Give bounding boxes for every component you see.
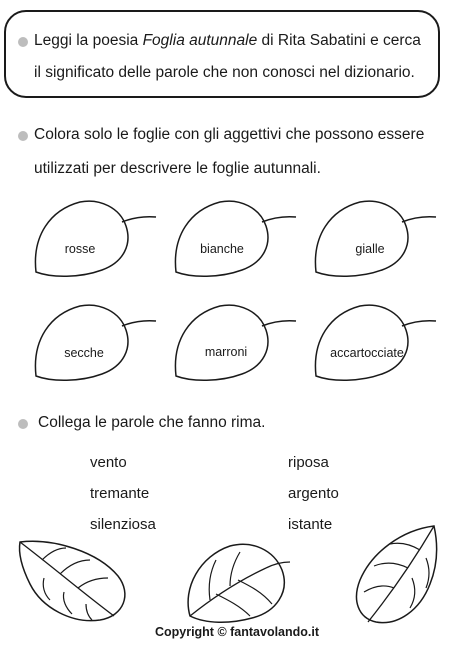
copyright-footer: Copyright © fantavolando.it: [154, 625, 320, 639]
leaf-label: marroni: [204, 345, 248, 359]
leaf-outline-icon: [32, 196, 164, 286]
leaf-vein-drawing-icon: [346, 522, 442, 628]
exercise1-line-1: Colora solo le foglie con gli aggettivi che possono essere: [34, 126, 425, 143]
leaf-bianche[interactable]: [172, 196, 284, 280]
exercise1-line-2: utilizzati per descrivere le foglie autunnali.: [34, 160, 321, 177]
leaf-marroni[interactable]: [172, 300, 284, 384]
leaf-outline-icon: [312, 196, 444, 286]
leaf-outline-icon: [172, 196, 304, 286]
leaf-label: secche: [64, 346, 104, 360]
leaf-gialle[interactable]: [312, 196, 424, 280]
intro-text-after: di Rita Sabatini e cerca: [257, 32, 421, 49]
leaf-secche[interactable]: [32, 300, 144, 384]
leaf-label: accartocciate: [330, 346, 404, 360]
bullet-icon: [18, 419, 28, 429]
intro-box: [4, 10, 440, 98]
intro-line-1: [34, 32, 421, 50]
intro-line-2: il significato delle parole che non conosci nel dizionario.: [34, 64, 415, 81]
left-word[interactable]: vento: [90, 454, 127, 471]
leaf-accartocciate[interactable]: [312, 300, 424, 384]
exercise2-instruction: Collega le parole che fanno rima.: [38, 414, 266, 431]
leaf-label: rosse: [64, 242, 96, 256]
intro-text: Leggi la poesia: [34, 32, 143, 49]
leaf-label: gialle: [355, 242, 385, 256]
left-word[interactable]: silenziosa: [90, 516, 156, 533]
right-word[interactable]: istante: [288, 516, 333, 533]
right-word[interactable]: argento: [288, 485, 339, 502]
leaf-rosse[interactable]: [32, 196, 144, 280]
poem-title: Foglia autunnale: [142, 32, 258, 49]
bullet-icon: [18, 37, 28, 47]
leaf-vein-drawing-icon: [14, 534, 132, 626]
left-word[interactable]: tremante: [90, 485, 150, 502]
leaf-vein-drawing-icon: [180, 534, 292, 626]
right-word[interactable]: riposa: [288, 454, 329, 471]
leaf-label: bianche: [200, 242, 244, 256]
bullet-icon: [18, 131, 28, 141]
leaf-outline-icon: [312, 300, 444, 390]
leaf-outline-icon: [32, 300, 164, 390]
